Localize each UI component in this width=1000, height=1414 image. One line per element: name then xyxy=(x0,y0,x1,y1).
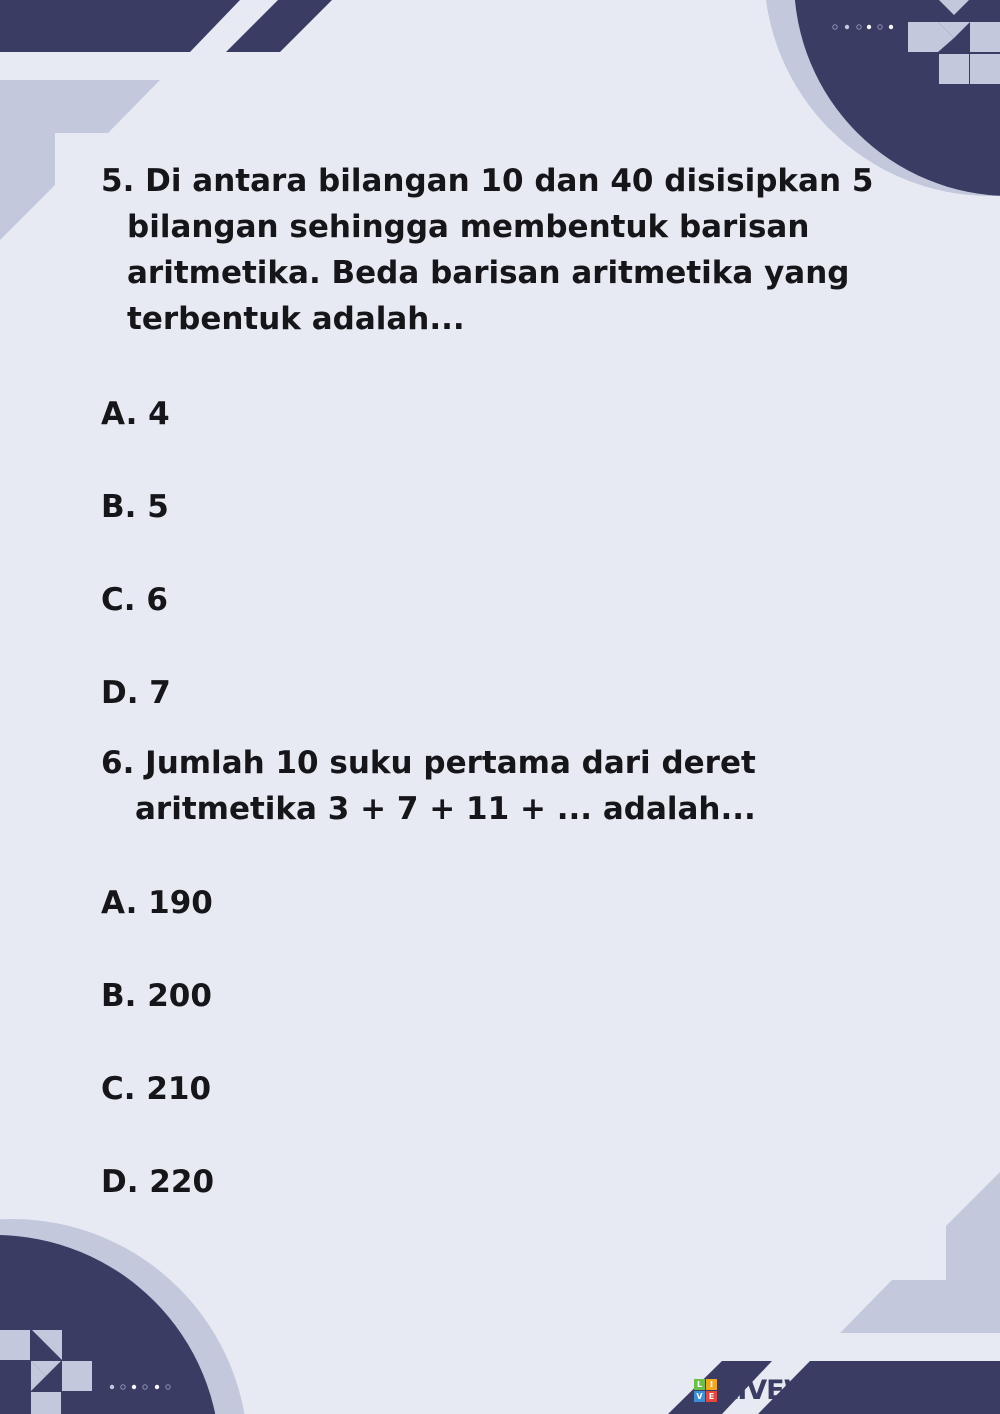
question-6-option-c[interactable]: C. 210 xyxy=(101,1071,212,1107)
question-5-line-3: aritmetika. Beda barisan aritmetika yang xyxy=(127,255,850,291)
question-5-line-4: terbentuk adalah... xyxy=(127,301,465,337)
question-5 xyxy=(101,158,873,342)
question-5-line-2: bilangan sehingga membentuk barisan xyxy=(127,209,810,245)
question-6-option-d[interactable]: D. 220 xyxy=(101,1164,215,1200)
question-5-option-b[interactable]: B. 5 xyxy=(101,489,169,525)
liveworksheets-brand-text: LIVEWORKSHEETS xyxy=(721,1374,985,1406)
question-5-option-d[interactable]: D. 7 xyxy=(101,675,171,711)
question-6-option-a[interactable]: A. 190 xyxy=(101,885,213,921)
question-6 xyxy=(101,740,756,832)
question-6-line-2: aritmetika 3 + 7 + 11 + ... adalah... xyxy=(135,791,756,827)
bottom-right-step-shape xyxy=(840,1172,1000,1333)
question-6-line-1: Jumlah 10 suku pertama dari deret xyxy=(145,745,756,781)
top-left-stripe xyxy=(0,0,240,52)
question-5-option-c[interactable]: C. 6 xyxy=(101,582,168,618)
liveworksheets-icon: L I V E xyxy=(694,1379,717,1402)
question-6-option-b[interactable]: B. 200 xyxy=(101,978,212,1014)
question-5-number: 5. xyxy=(101,163,135,199)
question-5-line-1: Di antara bilangan 10 dan 40 disisipkan 5 xyxy=(145,163,874,199)
liveworksheets-logo[interactable] xyxy=(694,1376,985,1404)
top-left-stripe-small xyxy=(226,0,332,52)
question-5-option-a[interactable]: A. 4 xyxy=(101,396,170,432)
question-6-number: 6. xyxy=(101,745,135,781)
